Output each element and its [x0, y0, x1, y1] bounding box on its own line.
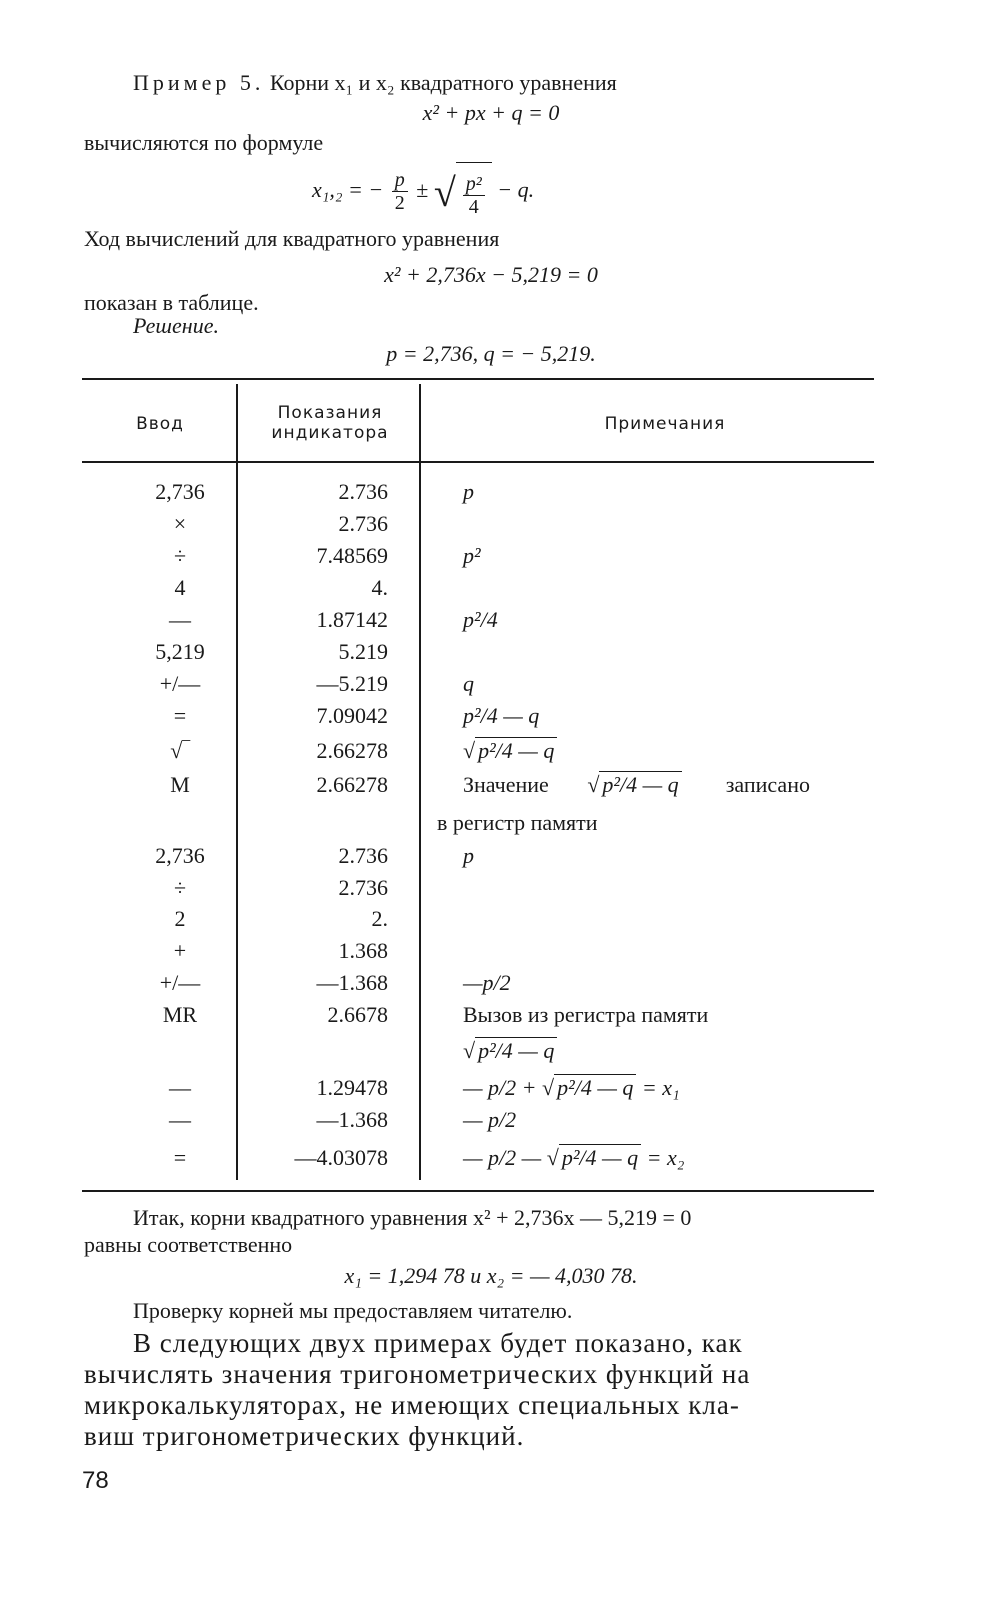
sqrt-radicand: p²/4 — q [599, 771, 681, 797]
conclusion-line2: равны соответственно [84, 1232, 293, 1257]
note-prefix: — p/2 — [463, 1145, 542, 1170]
table-row [0, 540, 982, 572]
formula-sqrt-fraction [463, 173, 485, 218]
cell-indicator: 7.48569 [316, 543, 388, 568]
formula-sqrt-num: p² [463, 173, 485, 196]
cell-indicator: 5.219 [338, 639, 388, 664]
cell-indicator: 2.736 [338, 511, 388, 536]
formula-radicand [456, 162, 492, 223]
table-row [0, 967, 982, 999]
cell-input: 5,219 [155, 639, 205, 664]
cell-note: q [463, 671, 474, 696]
table-row [0, 769, 982, 801]
table-row [0, 636, 982, 668]
cell-input: 4 [174, 575, 186, 600]
cell-input: — [169, 607, 191, 632]
cell-input: ÷ [173, 543, 187, 568]
specific-equation: x² + 2,736x − 5,219 = 0 [384, 262, 598, 287]
cell-indicator: 7.09042 [316, 703, 388, 728]
formula-frac-num: p [392, 169, 408, 192]
cell-input: 2,736 [155, 843, 205, 868]
sqrt-radicand: p²/4 — q [475, 737, 557, 763]
cell-input: = [173, 703, 187, 728]
note-sqrt-expression [542, 1074, 636, 1100]
cell-input: — [169, 1107, 191, 1132]
cell-note: в регистр памяти [437, 810, 598, 835]
table-row [0, 604, 982, 636]
cell-indicator: 4. [371, 575, 388, 600]
formula-pm: ± [416, 177, 429, 202]
example-label: Пример 5. [133, 70, 265, 95]
note-prefix: — p/2 + [463, 1075, 537, 1100]
cell-input: +/— [159, 671, 201, 696]
check-text: Проверку корней мы предоставляем читателю. [133, 1298, 573, 1323]
cell-input: ÷ [173, 875, 187, 900]
sqrt-sign-icon: √ [463, 1038, 476, 1063]
cell-indicator: 1.368 [338, 938, 388, 963]
roots-result: x₁ = 1,294 78 и x₂ = — 4,030 78. [344, 1263, 638, 1288]
cell-indicator: 2.736 [338, 875, 388, 900]
cell-note [463, 1142, 684, 1174]
sqrt-radicand: p²/4 — q [559, 1144, 641, 1170]
root-formula [312, 160, 534, 220]
example-intro-line [133, 70, 617, 96]
table-row [0, 935, 982, 967]
cell-input: 2 [174, 906, 186, 931]
table-top-rule [82, 378, 874, 380]
table-row [0, 508, 982, 540]
note-sqrt-expression [463, 737, 557, 763]
cell-indicator: 2.66278 [316, 772, 388, 797]
cell-input: √‾ [170, 738, 190, 763]
cell-input: = [173, 1145, 187, 1170]
cell-indicator: 2.736 [338, 479, 388, 504]
table-row [0, 735, 982, 767]
cell-input: × [173, 511, 187, 536]
cell-indicator: 1.29478 [316, 1075, 388, 1100]
table-header-rule [82, 461, 874, 463]
table-row [0, 572, 982, 604]
cell-note [463, 769, 810, 801]
cell-note: p²/4 — q [463, 703, 540, 728]
note-sqrt-expression [463, 1037, 557, 1063]
cell-indicator: 2. [371, 906, 388, 931]
sqrt-sign-icon: √ [587, 772, 600, 797]
table-row [0, 1035, 982, 1067]
cell-input: MR [162, 1002, 198, 1027]
formula-lhs: x₁,₂ = − [312, 177, 384, 202]
cell-indicator: 2.736 [338, 843, 388, 868]
note-suffix: = x₁ [641, 1075, 680, 1100]
sqrt-radicand: p²/4 — q [475, 1037, 557, 1063]
cell-indicator: —4.03078 [294, 1145, 388, 1170]
cell-input: — [169, 1075, 191, 1100]
formula-sqrt-den: 4 [468, 195, 479, 218]
header-indicator [250, 403, 410, 443]
general-equation: x² + px + q = 0 [422, 100, 560, 125]
sqrt-sign-icon: √ [433, 169, 456, 215]
table-row [0, 1142, 982, 1174]
formula-frac-den: 2 [394, 192, 405, 215]
cell-input: + [173, 938, 187, 963]
table-row [0, 840, 982, 872]
example-lead-text: Корни x₁ и x₂ квадратного уравнения [269, 70, 617, 95]
cell-note: p [463, 479, 474, 504]
page-number: 78 [82, 1467, 109, 1494]
cell-indicator: 1.87142 [316, 607, 388, 632]
cell-input: 2,736 [155, 479, 205, 504]
sqrt-radicand: p²/4 — q [554, 1074, 636, 1100]
note-prefix: Значение [463, 772, 549, 797]
sqrt-sign-icon: √ [546, 1145, 559, 1170]
cell-note [463, 735, 557, 767]
cell-indicator: 2.6678 [327, 1002, 388, 1027]
sqrt-sign-icon: √ [542, 1075, 555, 1100]
table-row [0, 999, 982, 1031]
table-row [0, 1104, 982, 1136]
process-text: Ход вычислений для квадратного уравнения [84, 226, 500, 251]
next-paragraph-line: микрокалькуляторах, не имеющих специальных кла- [84, 1390, 740, 1420]
header-input: Ввод [136, 414, 184, 434]
conclusion-line1: Итак, корни квадратного уравнения x² + 2,736x — 5,219 = 0 [133, 1205, 692, 1230]
note-suffix: = x₂ [646, 1145, 685, 1170]
parameters: p = 2,736, q = − 5,219. [386, 341, 596, 366]
cell-note: p² [463, 543, 481, 568]
cell-indicator: 2.66278 [316, 738, 388, 763]
cell-note: p [463, 843, 474, 868]
table-bottom-rule [82, 1190, 874, 1192]
cell-note [463, 1072, 680, 1104]
table-row [0, 903, 982, 935]
formula-intro: вычисляются по формуле [84, 130, 324, 155]
cell-input: +/— [159, 970, 201, 995]
note-suffix: записано [725, 772, 810, 797]
note-sqrt-expression [547, 1144, 641, 1170]
cell-note: p²/4 [463, 607, 498, 632]
cell-note: —p/2 [463, 970, 511, 995]
cell-note: Вызов из регистра памяти [463, 1002, 709, 1027]
next-paragraph-line: вычислять значения тригонометрических функций на [84, 1359, 751, 1389]
formula-sqrt [434, 161, 492, 223]
solution-label: Решение. [133, 313, 219, 338]
cell-note [463, 1035, 557, 1067]
next-paragraph-line: В следующих двух примерах будет показано, как [133, 1328, 743, 1358]
cell-indicator: —1.368 [316, 970, 388, 995]
cell-note: — p/2 [463, 1107, 517, 1132]
cell-input: M [170, 772, 190, 797]
table-row [0, 476, 982, 508]
header-notes: Примечания [604, 414, 726, 434]
cell-indicator: —5.219 [316, 671, 388, 696]
table-row [0, 700, 982, 732]
header-indicator-line1: Показания [277, 403, 383, 423]
table-row [0, 668, 982, 700]
table-row [0, 1072, 982, 1104]
formula-fraction [392, 169, 408, 214]
table-row [0, 807, 982, 839]
shown-text: показан в таблице. [84, 290, 259, 315]
next-paragraph-line: виш тригонометрических функций. [84, 1421, 525, 1451]
header-indicator-line2: индикатора [271, 423, 389, 443]
cell-indicator: —1.368 [316, 1107, 388, 1132]
formula-sqrt-tail: − q. [497, 177, 535, 202]
note-sqrt-expression [587, 771, 681, 797]
sqrt-sign-icon: √ [463, 738, 476, 763]
table-row [0, 872, 982, 904]
